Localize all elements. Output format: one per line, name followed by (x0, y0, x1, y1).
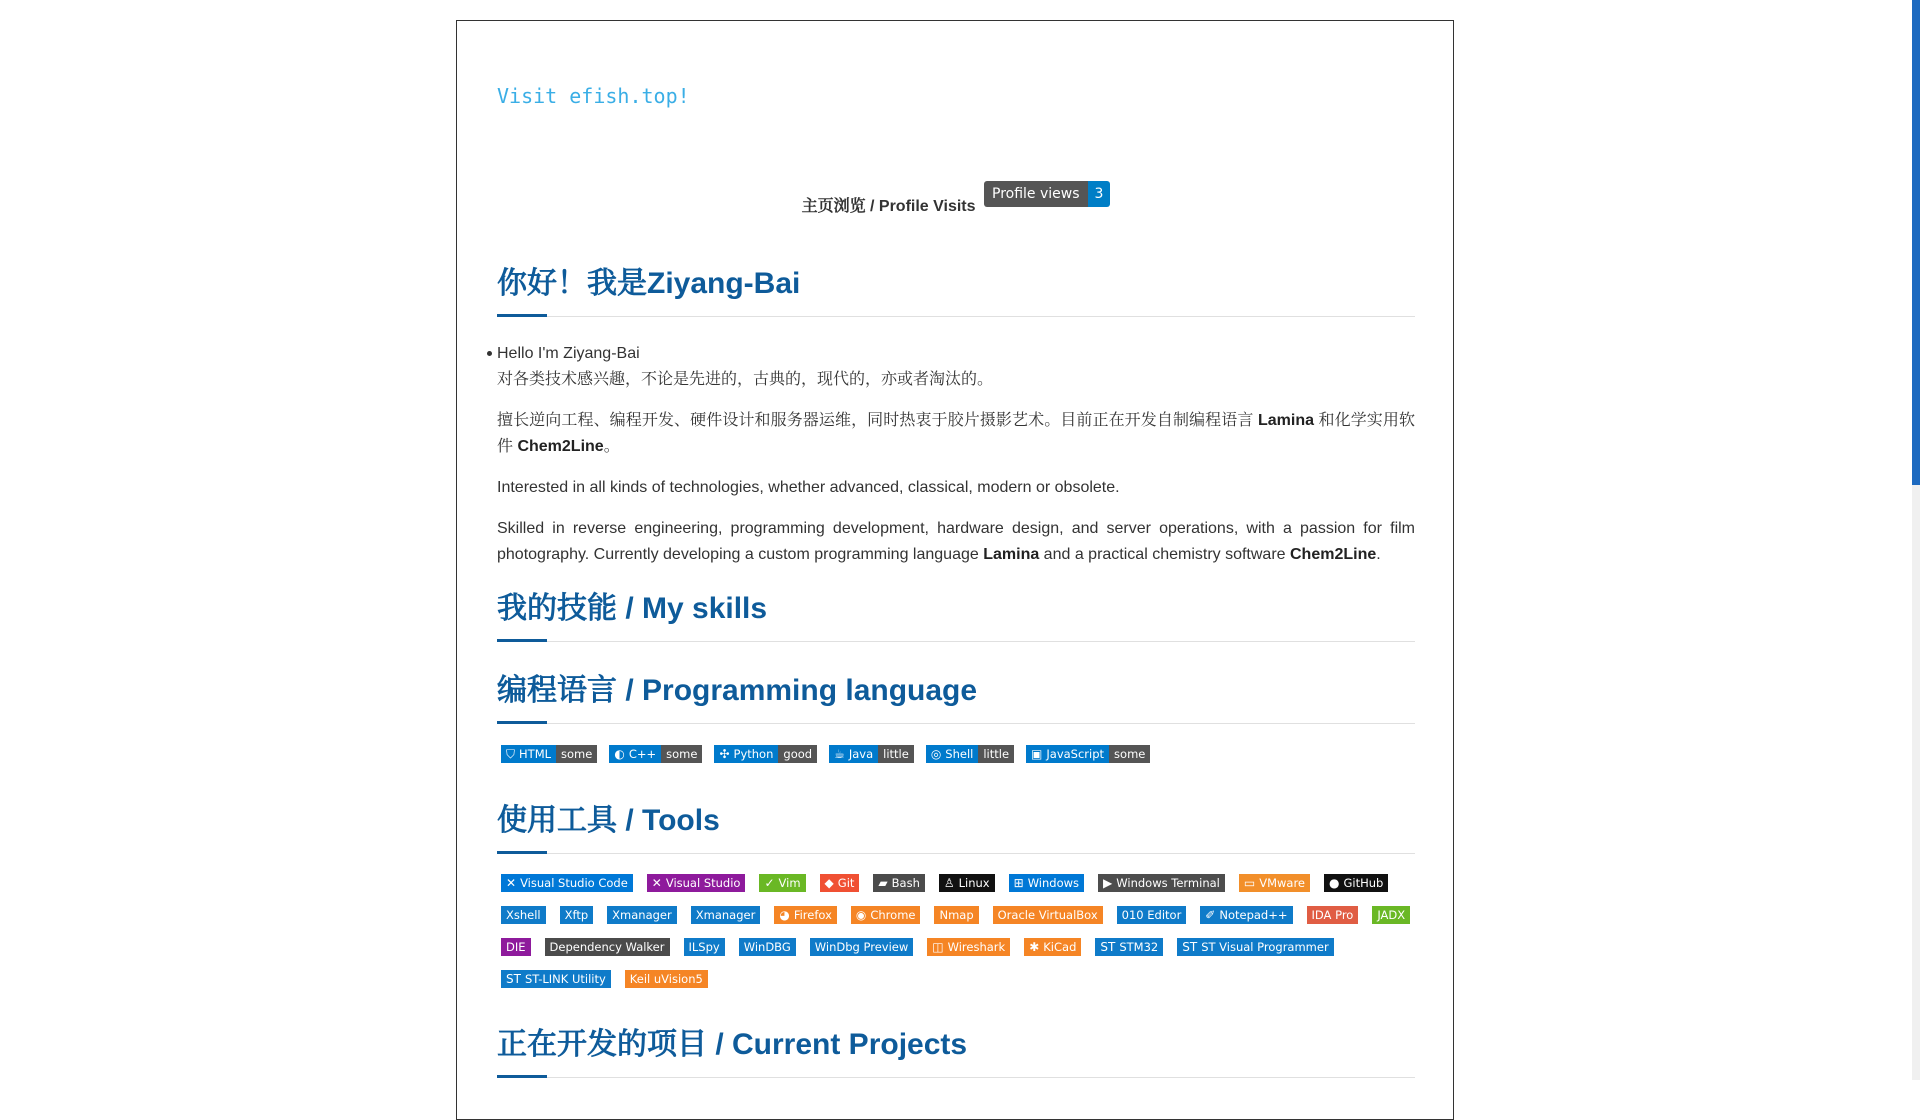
chrome-icon: ◉ (855, 908, 867, 922)
projects-heading: 正在开发的项目 / Current Projects (497, 1019, 1415, 1078)
tool-badge-xmanager[interactable]: Xmanager (691, 906, 761, 924)
tool-badge-dependency-walker[interactable]: Dependency Walker (545, 938, 670, 956)
language-badges (497, 738, 1415, 770)
scrollbar-track[interactable] (1912, 0, 1920, 1080)
shell-icon: ◎ (930, 747, 942, 761)
java-icon: ☕ (834, 747, 845, 761)
tool-badge-wireshark[interactable]: ◫ Wireshark (927, 938, 1010, 956)
tool-badge-windbg-preview[interactable]: WinDbg Preview (810, 938, 913, 956)
chem2line-text: Chem2Line (517, 438, 604, 455)
st-icon: ST (1182, 940, 1198, 954)
vim-icon: ✓ (764, 876, 775, 890)
tool-badge-st-link-utility[interactable]: ST ST-LINK Utility (501, 970, 611, 988)
profile-views-badge[interactable] (984, 181, 1110, 207)
tool-badge-st-visual-programmer[interactable]: ST ST Visual Programmer (1177, 938, 1333, 956)
notepadpp-icon: ✐ (1205, 908, 1216, 922)
bio-cn-interest: 对各类技术感兴趣，不论是先进的，古典的，现代的，亦或者淘汰的。 (497, 371, 994, 388)
visual-studio-icon: ✕ (651, 876, 662, 890)
git-icon: ◆ (824, 876, 834, 890)
vscode-icon: ✕ (506, 876, 517, 890)
tool-badge-stm32[interactable]: ST STM32 (1095, 938, 1163, 956)
tool-badge-visual-studio-code[interactable]: ✕ Visual Studio Code (501, 874, 633, 892)
tool-badge-nmap[interactable]: Nmap (934, 906, 978, 924)
cplusplus-icon: ◐ (614, 747, 625, 761)
tool-badge-linux[interactable]: ♙ Linux (939, 874, 995, 892)
tool-badge-xftp[interactable]: Xftp (560, 906, 594, 924)
lang-badge-cpp[interactable]: ◐ C++ some (609, 745, 702, 763)
profile-views-count: 3 (1088, 181, 1111, 207)
tool-badge-row (497, 867, 1415, 899)
chem2line-text: Chem2Line (1290, 546, 1377, 563)
kicad-icon: ✱ (1029, 940, 1040, 954)
tool-badge-row (497, 963, 1415, 995)
html5-icon: ⛉ (506, 747, 516, 761)
lang-badge-javascript[interactable]: ▣ JavaScript some (1026, 745, 1150, 763)
tool-badge-row (497, 899, 1415, 931)
tool-badge-xmanager[interactable]: Xmanager (607, 906, 677, 924)
tool-badge-vim[interactable]: ✓ Vim (759, 874, 805, 892)
tool-badge-kicad[interactable]: ✱ KiCad (1024, 938, 1081, 956)
terminal-icon: ▶ (1103, 876, 1113, 890)
bio-list-item (497, 341, 1415, 393)
github-icon: ● (1329, 876, 1340, 890)
tool-badge-bash[interactable]: ▰ Bash (873, 874, 924, 892)
skills-heading: 我的技能 / My skills (497, 583, 1415, 642)
wireshark-icon: ◫ (932, 940, 944, 954)
tool-badge-oracle-virtualbox[interactable]: Oracle VirtualBox (993, 906, 1103, 924)
bio-section (497, 341, 1415, 583)
tool-badge-windbg[interactable]: WinDBG (739, 938, 796, 956)
profile-visits-label: 主页浏览 / Profile Visits (801, 198, 976, 215)
tool-badge-keil-uvision5[interactable]: Keil uVision5 (625, 970, 708, 988)
tool-badge-die[interactable]: DIE (501, 938, 531, 956)
javascript-icon: ▣ (1031, 747, 1043, 761)
lang-badge-html[interactable]: ⛉ HTML some (501, 745, 597, 763)
bio-en-interest: Interested in all kinds of technologies, whether advanced, classical, modern or obsolete. (497, 479, 1120, 496)
lang-badge-python[interactable]: ✣ Python good (714, 745, 817, 763)
bash-icon: ▰ (878, 876, 888, 890)
bio-bullet: Hello I'm Ziyang-Bai (497, 345, 640, 362)
tool-badge-ida-pro[interactable]: IDA Pro (1307, 906, 1359, 924)
hello-heading: 你好！我是Ziyang-Bai (497, 258, 1415, 317)
vmware-icon: ▭ (1243, 876, 1256, 890)
profile-visits-row (457, 181, 1455, 215)
windows-icon: ⊞ (1013, 876, 1024, 890)
visit-link[interactable]: Visit efish.top! (497, 84, 690, 108)
tools-heading: 使用工具 / Tools (497, 795, 1415, 854)
scrollbar-thumb[interactable] (1912, 0, 1920, 485)
tool-badge-windows[interactable]: ⊞ Windows (1009, 874, 1084, 892)
lang-badge-java[interactable]: ☕ Java little (829, 745, 914, 763)
tool-badge-vmware[interactable]: ▭ VMware (1239, 874, 1310, 892)
tool-badge-jadx[interactable]: JADX (1372, 906, 1410, 924)
lamina-text: Lamina (1257, 412, 1314, 429)
lang-badge-shell[interactable]: ◎ Shell little (926, 745, 1014, 763)
st-icon: ST (1100, 940, 1116, 954)
tool-badge-notepad-[interactable]: ✐ Notepad++ (1200, 906, 1292, 924)
bio-en-skills: Skilled in reverse engineering, programming development, hardware design, and server operations, with a passion for film photography. Currently developing a custom programming language Lamina and a practical chemistry software Chem2Line. (497, 520, 1415, 563)
tool-badge-windows-terminal[interactable]: ▶ Windows Terminal (1098, 874, 1225, 892)
tool-badge-010-editor[interactable]: 010 Editor (1117, 906, 1187, 924)
tool-badges (497, 867, 1415, 995)
firefox-icon: ◕ (779, 908, 790, 922)
tool-badge-firefox[interactable]: ◕ Firefox (774, 906, 837, 924)
tool-badge-github[interactable]: ● GitHub (1324, 874, 1388, 892)
tool-badge-visual-studio[interactable]: ✕ Visual Studio (647, 874, 746, 892)
linux-icon: ♙ (943, 876, 955, 890)
tool-badge-git[interactable]: ◆ Git (820, 874, 860, 892)
tool-badge-row (497, 931, 1415, 963)
lamina-text: Lamina (983, 546, 1040, 563)
bio-cn-skills: 擅长逆向工程、编程开发、硬件设计和服务器运维，同时热衷于胶片摄影艺术。目前正在开发自制编程语言 Lamina 和化学实用软件 Chem2Line。 (497, 412, 1415, 455)
profile-views-label: Profile views (984, 181, 1088, 207)
tool-badge-xshell[interactable]: Xshell (501, 906, 546, 924)
languages-heading: 编程语言 / Programming language (497, 665, 1415, 724)
st-icon: ST (506, 972, 521, 986)
tool-badge-ilspy[interactable]: ILSpy (684, 938, 725, 956)
tool-badge-chrome[interactable]: ◉ Chrome (851, 906, 921, 924)
python-icon: ✣ (719, 747, 730, 761)
readme-panel (456, 20, 1454, 1120)
